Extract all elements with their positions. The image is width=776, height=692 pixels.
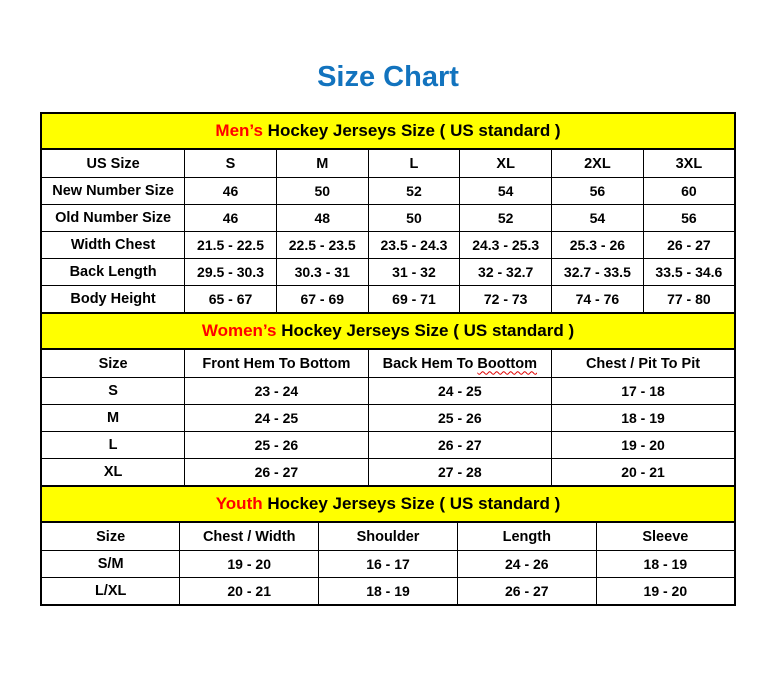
youth-section-title [41,486,735,522]
table-row [41,286,735,314]
section-banner-row [41,313,735,349]
size-value: 26 - 27 [368,432,551,459]
womens-section-title [41,313,735,349]
column-header: Length [457,522,596,551]
column-header: XL [460,149,552,178]
section-banner-row [41,113,735,149]
section-title-accent: Men’s [215,121,263,140]
section-banner-row [41,486,735,522]
size-value: 20 - 21 [552,459,735,487]
column-header: Size [41,349,185,378]
size-value: 19 - 20 [552,432,735,459]
row-label: S [41,378,185,405]
column-header: L [368,149,460,178]
size-value: 69 - 71 [368,286,460,314]
row-label: L [41,432,185,459]
size-value: 46 [185,178,277,205]
section-title-accent: Women’s [201,321,277,340]
size-value: 19 - 20 [596,578,735,606]
column-header [368,349,551,378]
row-label: XL [41,459,185,487]
size-value: 32.7 - 33.5 [552,259,644,286]
table-row [41,551,735,578]
womens-size-table [40,312,736,487]
column-header: Chest / Width [180,522,319,551]
size-value: 54 [460,178,552,205]
table-row [41,378,735,405]
size-value: 27 - 28 [368,459,551,487]
column-header-row [41,522,735,551]
column-header: US Size [41,149,185,178]
size-value: 25 - 26 [185,432,368,459]
size-value: 56 [552,178,644,205]
size-value: 48 [276,205,368,232]
size-value: 32 - 32.7 [460,259,552,286]
size-value: 50 [276,178,368,205]
mens-size-table [40,112,736,314]
size-value: 23 - 24 [185,378,368,405]
column-header: S [185,149,277,178]
size-value: 52 [460,205,552,232]
column-header: M [276,149,368,178]
size-value: 20 - 21 [180,578,319,606]
table-row [41,459,735,487]
size-chart-tables [40,112,736,606]
section-title-accent: Youth [215,494,263,513]
size-value: 24.3 - 25.3 [460,232,552,259]
size-value: 25.3 - 26 [552,232,644,259]
size-value: 17 - 18 [552,378,735,405]
size-value: 50 [368,205,460,232]
size-value: 30.3 - 31 [276,259,368,286]
table-row [41,405,735,432]
table-row [41,205,735,232]
size-value: 18 - 19 [319,578,458,606]
size-value: 24 - 25 [185,405,368,432]
size-value: 31 - 32 [368,259,460,286]
size-value: 74 - 76 [552,286,644,314]
row-label: Body Height [41,286,185,314]
row-label: L/XL [41,578,180,606]
column-header: Size [41,522,180,551]
size-value: 29.5 - 30.3 [185,259,277,286]
size-value: 54 [552,205,644,232]
size-value: 46 [185,205,277,232]
size-value: 26 - 27 [185,459,368,487]
size-value: 16 - 17 [319,551,458,578]
table-row [41,178,735,205]
size-value: 56 [643,205,735,232]
row-label: Back Length [41,259,185,286]
youth-size-table [40,485,736,606]
misspelled-word: Boottom [477,355,538,372]
size-value: 24 - 26 [457,551,596,578]
section-title-rest: Hockey Jerseys Size ( US standard ) [276,321,575,340]
size-value: 60 [643,178,735,205]
size-value: 21.5 - 22.5 [185,232,277,259]
table-row [41,432,735,459]
size-value: 25 - 26 [368,405,551,432]
size-value: 23.5 - 24.3 [368,232,460,259]
row-label: Old Number Size [41,205,185,232]
column-header-row [41,349,735,378]
size-value: 22.5 - 23.5 [276,232,368,259]
table-row [41,259,735,286]
section-title-rest: Hockey Jerseys Size ( US standard ) [262,121,561,140]
size-value: 26 - 27 [643,232,735,259]
page-title: Size Chart [317,61,459,93]
column-header: Front Hem To Bottom [185,349,368,378]
column-header: 3XL [643,149,735,178]
row-label: New Number Size [41,178,185,205]
size-value: 77 - 80 [643,286,735,314]
row-label: M [41,405,185,432]
table-row [41,232,735,259]
size-value: 24 - 25 [368,378,551,405]
size-value: 26 - 27 [457,578,596,606]
table-row [41,578,735,606]
size-value: 18 - 19 [596,551,735,578]
size-value: 33.5 - 34.6 [643,259,735,286]
size-value: 65 - 67 [185,286,277,314]
size-value: 72 - 73 [460,286,552,314]
column-header-row [41,149,735,178]
column-header: Shoulder [319,522,458,551]
header-text: Back Hem To [382,355,478,372]
row-label: Width Chest [41,232,185,259]
column-header: 2XL [552,149,644,178]
column-header: Chest / Pit To Pit [552,349,735,378]
section-title-rest: Hockey Jerseys Size ( US standard ) [262,494,561,513]
size-value: 67 - 69 [276,286,368,314]
size-value: 18 - 19 [552,405,735,432]
mens-section-title [41,113,735,149]
size-value: 19 - 20 [180,551,319,578]
column-header: Sleeve [596,522,735,551]
row-label: S/M [41,551,180,578]
size-value: 52 [368,178,460,205]
